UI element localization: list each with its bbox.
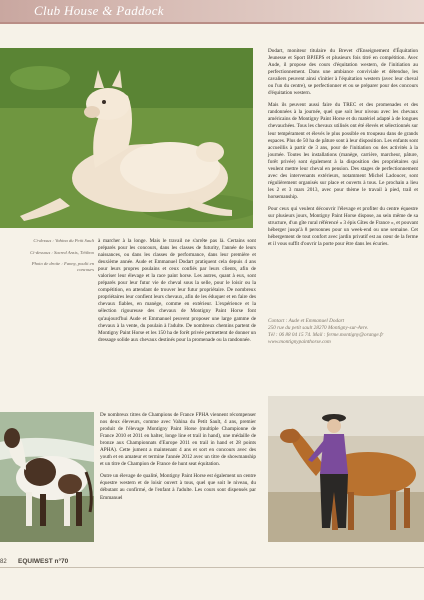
rider-with-horse-photo bbox=[268, 396, 424, 542]
rider-illustration bbox=[268, 396, 424, 542]
column-3-paragraph-3: Pour ceux qui veulent découvrir l'élevage et profiter du centre équestre sur plusieurs jours, Montigny Paint Horse dispose, au sein même de sa structure, d'un gîte rural référencé « 3 épis Gîtes de France », et pouvant héberger jusqu'à 8 personnes pour un week-end ou une semaine. Cet hébergement de tout confort avec jardin privatif est au cœur de la ferme et il vous suffit d'ouvrir la porte pour être dans les écuries. bbox=[268, 205, 418, 248]
column-3-paragraph-1: Dodart, moniteur titulaire du Brevet d'Enseignement d'Équitation Jeunesse et Sport BPJEPS et plusieurs fois titré en compétition. Avec Aude, il propose des cours d'équitation western, de l'initiation au perfectionnement. Dans une ambiance conviviale et détendue, les cavaliers peuvent ainsi s'initier à l'équitation western (avec leur cheval ou l'un du centre), se perfectionner et ou se préparer pour des concours d'équitation western. bbox=[268, 48, 418, 97]
contact-block bbox=[268, 318, 418, 346]
foal-photo bbox=[0, 48, 253, 228]
contact-names: Contact : Aude et Emmanuel Dodart bbox=[268, 318, 345, 324]
paint-horse-illustration bbox=[0, 412, 94, 542]
magazine-name: EQUIWEST n°70 bbox=[18, 558, 69, 565]
caption-rider: Ci-dessous : Sacred Ansis, Tétiboo bbox=[30, 249, 94, 255]
section-title: Club House & Paddock bbox=[34, 3, 164, 18]
caption-foal: Ci-dessus : Vahina du Petit Sault bbox=[33, 238, 94, 243]
section-header bbox=[0, 0, 424, 26]
column-2-paragraph-1: De nombreux titres de Champions de France FPHA viennent récompenser nos deux éleveurs, comme avec Vahina du Petit Sault, 4 ans, premier produit de l'élevage Montigny Paint Horse (multiple Championne de France 2010 et 2011 en halter, longe line et trail in hand), une médaille de bronze aux Championnats d'Europe 2011 en trail in hand et 28 points APHA). Cette jument a maintenant 4 ans et sort en concours avec des youth et en amateur et termine l'année 2012 avec un titre de showmanship et un titre de Champion de France de hunt seat équitation. bbox=[100, 412, 256, 468]
article-column-3 bbox=[268, 48, 418, 253]
page-footer bbox=[0, 556, 424, 570]
contact-address: 250 rue du petit sault 28270 Montigny-sur-Avre. bbox=[268, 325, 369, 331]
column-3-paragraph-2: Mais ils peuvent aussi faire du TREC et des promenades et des randonnées à la journée, quel que soit leur niveau avec les chevaux américains de Montigny Paint Horse et du matériel adapté à de longues chevauchées. Tous les chevaux utilisés ont été élevés et sélectionnés sur leur tempérament et élevés le plus possible en troupeau dans de grands espaces. Plus de 50 ha de pâture sont à leur disposition. Les enfants sont accueillis à partir de 3 ans, pour de l'initiation ou des activités à la journée. Toutes les installations (manège, carrière, marcheur, pâture, forêt privée) sont également à la disposition des propriétaires qui veulent mettre leur cheval en pension. Des stages de perfectionnement avec des intervenants extérieurs, notamment Michel Ladoucer, sont régulièrement organisés sur place et ouverts à tous. Le prochain a lieu les 2 et 3 mars 2013, avec pour thème le travail à pied, trail et horsemanship. bbox=[268, 102, 418, 200]
caption-credits: Photo de droite : Fanny, poulit en concours bbox=[31, 261, 94, 272]
header-rule bbox=[0, 22, 424, 24]
contact-phone-mail: Tél : 06 88 04 15 74. Mail : ferme.montigny@orange.fr bbox=[268, 332, 384, 338]
column-2-paragraph-2: Outre un élevage de qualité, Montigny Paint Horse est également un centre équestre western et de loisir ouvert à tous, quel que soit le niveau, du débutant au confirmé, de l'enfant à l'adulte. Les cours sont dispensés par Emmanuel bbox=[100, 473, 256, 501]
article-column-2 bbox=[100, 412, 256, 507]
page-number: 82 bbox=[0, 559, 7, 565]
contact-website: www.montignypainthorse.com bbox=[268, 339, 331, 345]
footer-rule bbox=[0, 567, 424, 568]
column-1-paragraph: à marcher à la longe. Mais le travail ne s'arrête pas là. Certains sont préparés pour les concours, dans les classes de futurity, l'année de leurs naissances, ou dans les classes de performance, dans leur première et deuxième année. Aude et Emmanuel Dodart pratiquent cela depuis 4 ans pour leurs propres poulains et ceux confiés par leurs clients, afin de valoriser leur élevage et la race paint horse. Les autres, quant à eux, sont préparés pour leur futur vie de cheval sous la selle, pour le loisir ou la compétition, en attendant de trouver leur futur propriétaire. De nombreux propriétaires leur confient leurs chevaux, afin de les éduquer et en faire des chevaux fiables, en manège, comme en extérieur. L'expérience et la sélection rigoureuse des chevaux de Montigny Paint Horse font qu'aujourd'hui Aude et Emmanuel peuvent proposer une large gamme de chevaux à la vente, du poulain à l'adulte. De nombreux chemins partent de Montigny Paint Horse et les 150 ha de forêt privée permettent de donner un dressage solide aux chevaux destinés pour la promenade ou la randonnée. bbox=[98, 238, 256, 343]
paint-horse-photo bbox=[0, 412, 94, 542]
article-column-1 bbox=[98, 238, 256, 349]
photo-captions bbox=[20, 238, 94, 278]
foal-illustration bbox=[0, 48, 253, 228]
